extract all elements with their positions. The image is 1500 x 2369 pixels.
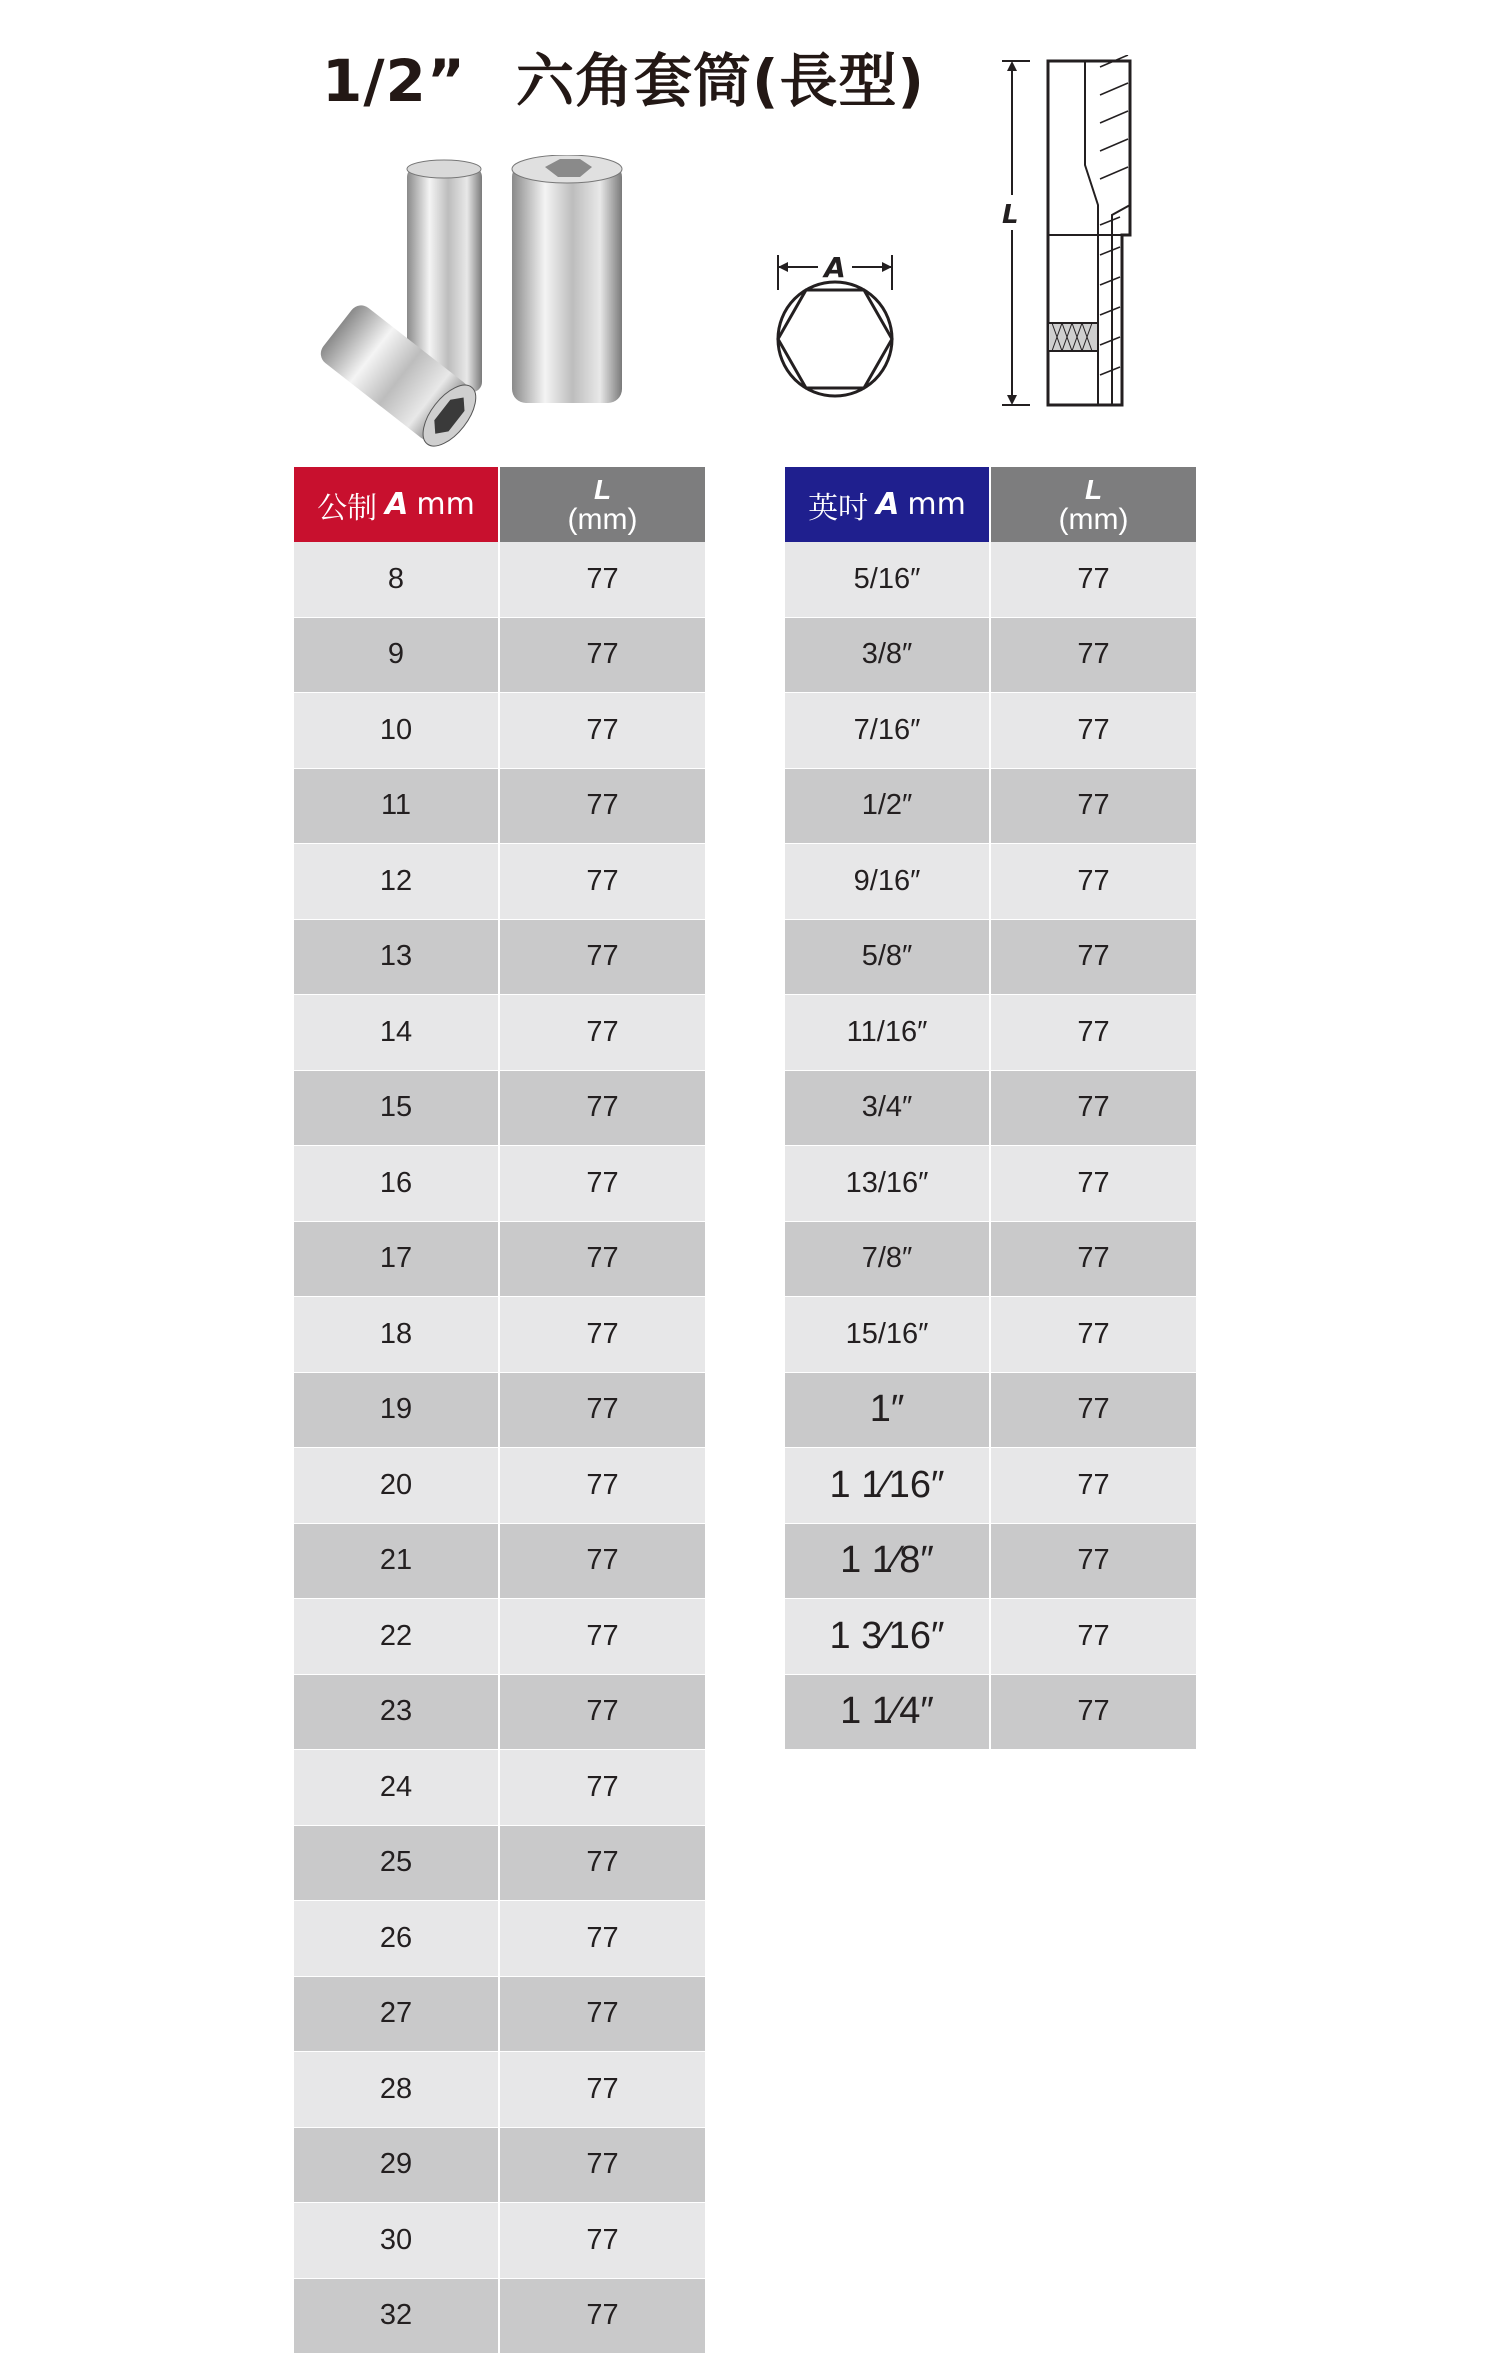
size-a-cell: 7/8″: [785, 1222, 991, 1297]
size-a-cell: 8: [294, 542, 500, 617]
size-a-cell: 1 3⁄16″: [785, 1599, 991, 1674]
size-a-cell: 17: [294, 1222, 500, 1297]
length-l-cell: 77: [991, 1071, 1196, 1146]
size-a-cell: 7/16″: [785, 693, 991, 768]
length-l-cell: 77: [500, 1146, 705, 1221]
imperial-l-letter: L: [1084, 473, 1103, 505]
length-l-cell: 77: [500, 1977, 705, 2052]
length-l-cell: 77: [500, 920, 705, 995]
imperial-header-letter: A: [876, 487, 900, 522]
length-l-cell: 77: [991, 1675, 1196, 1750]
table-row: [785, 1599, 1196, 1675]
length-l-cell: 77: [500, 2203, 705, 2278]
size-a-cell: 9/16″: [785, 844, 991, 919]
size-a-cell: 13/16″: [785, 1146, 991, 1221]
metric-l-letter: L: [593, 473, 612, 505]
size-a-cell: 26: [294, 1901, 500, 1976]
length-l-cell: 77: [500, 1373, 705, 1448]
socket-photo: [300, 155, 640, 455]
table-row: [294, 1373, 705, 1449]
length-l-cell: 77: [500, 2279, 705, 2354]
table-row: [294, 1675, 705, 1751]
size-a-cell: 19: [294, 1373, 500, 1448]
metric-l-unit: (mm): [567, 502, 638, 536]
table-row: [294, 1448, 705, 1524]
length-l-cell: 77: [991, 920, 1196, 995]
table-row: [294, 769, 705, 845]
size-a-cell: 12: [294, 844, 500, 919]
size-a-cell: 22: [294, 1599, 500, 1674]
table-row: [785, 1222, 1196, 1298]
size-a-cell: 15/16″: [785, 1297, 991, 1372]
table-row: [785, 693, 1196, 769]
size-a-cell: 25: [294, 1826, 500, 1901]
table-row: [294, 1222, 705, 1298]
table-row: [294, 2052, 705, 2128]
length-l-cell: 77: [500, 995, 705, 1070]
table-row: [294, 1071, 705, 1147]
imperial-l-header: [991, 467, 1196, 542]
table-row: [785, 1524, 1196, 1600]
table-row: [294, 995, 705, 1071]
size-a-cell: 16: [294, 1146, 500, 1221]
length-l-cell: 77: [500, 1448, 705, 1523]
length-l-cell: 77: [991, 769, 1196, 844]
table-row: [785, 618, 1196, 694]
length-l-cell: 77: [500, 1826, 705, 1901]
size-a-cell: 3/4″: [785, 1071, 991, 1146]
size-a-cell: 14: [294, 995, 500, 1070]
table-row: [785, 542, 1196, 618]
table-row: [294, 618, 705, 694]
table-row: [294, 1524, 705, 1600]
imperial-table-header: [785, 467, 1196, 542]
table-row: [294, 2128, 705, 2204]
size-a-cell: 11: [294, 769, 500, 844]
length-l-cell: 77: [500, 2052, 705, 2127]
imperial-header-prefix: 英吋: [808, 490, 869, 526]
size-a-cell: 1 1⁄8″: [785, 1524, 991, 1599]
imperial-table-body: [785, 542, 1196, 1750]
table-row: [785, 1675, 1196, 1751]
table-row: [785, 1448, 1196, 1524]
table-row: [294, 844, 705, 920]
length-l-cell: 77: [500, 1750, 705, 1825]
length-l-cell: 77: [500, 1524, 705, 1599]
metric-l-header: [500, 467, 705, 542]
imperial-a-header: [785, 467, 991, 542]
size-a-cell: 20: [294, 1448, 500, 1523]
table-row: [294, 542, 705, 618]
table-row: [294, 1750, 705, 1826]
length-l-cell: 77: [991, 542, 1196, 617]
metric-a-header: [294, 467, 500, 542]
size-a-cell: 13: [294, 920, 500, 995]
size-a-cell: 30: [294, 2203, 500, 2278]
length-l-cell: 77: [500, 1071, 705, 1146]
length-l-cell: 77: [991, 1524, 1196, 1599]
size-a-cell: 10: [294, 693, 500, 768]
length-l-cell: 77: [991, 1599, 1196, 1674]
imperial-l-unit: (mm): [1058, 502, 1129, 536]
length-l-cell: 77: [991, 1373, 1196, 1448]
table-row: [785, 920, 1196, 996]
size-a-cell: 23: [294, 1675, 500, 1750]
length-l-cell: 77: [991, 1146, 1196, 1221]
table-row: [294, 693, 705, 769]
metric-table-header: [294, 467, 705, 542]
size-a-cell: 11/16″: [785, 995, 991, 1070]
table-row: [294, 920, 705, 996]
size-a-cell: 18: [294, 1297, 500, 1372]
imperial-size-table: [785, 467, 1196, 1750]
table-row: [294, 2203, 705, 2279]
length-l-cell: 77: [500, 542, 705, 617]
length-l-cell: 77: [991, 844, 1196, 919]
size-a-cell: 15: [294, 1071, 500, 1146]
size-a-cell: 24: [294, 1750, 500, 1825]
table-row: [294, 1826, 705, 1902]
length-l-cell: 77: [500, 1297, 705, 1372]
hex-a-label: A: [824, 251, 846, 284]
table-row: [785, 1146, 1196, 1222]
length-l-cell: 77: [500, 1222, 705, 1297]
length-l-cell: 77: [991, 995, 1196, 1070]
length-l-cell: 77: [500, 844, 705, 919]
size-a-cell: 29: [294, 2128, 500, 2203]
size-a-cell: 27: [294, 1977, 500, 2052]
table-row: [294, 1977, 705, 2053]
length-l-cell: 77: [500, 1901, 705, 1976]
size-a-cell: 1 1⁄16″: [785, 1448, 991, 1523]
metric-table-body: [294, 542, 705, 2354]
length-l-cell: 77: [991, 618, 1196, 693]
metric-header-prefix: 公制: [317, 490, 378, 526]
length-l-cell: 77: [500, 769, 705, 844]
size-a-cell: 28: [294, 2052, 500, 2127]
table-row: [785, 995, 1196, 1071]
length-l-cell: 77: [991, 1222, 1196, 1297]
length-l-cell: 77: [500, 618, 705, 693]
length-l-label: L: [1002, 200, 1019, 230]
length-l-cell: 77: [500, 1675, 705, 1750]
table-row: [785, 844, 1196, 920]
table-row: [785, 1373, 1196, 1449]
length-l-cell: 77: [991, 1448, 1196, 1523]
metric-size-table: [294, 467, 705, 2354]
size-a-cell: 1 1⁄4″: [785, 1675, 991, 1750]
side-profile-diagram: [980, 55, 1150, 415]
table-row: [294, 1901, 705, 1977]
length-l-cell: 77: [500, 1599, 705, 1674]
size-a-cell: 9: [294, 618, 500, 693]
length-l-cell: 77: [500, 2128, 705, 2203]
size-a-cell: 1/2″: [785, 769, 991, 844]
metric-header-letter: A: [385, 487, 409, 522]
size-a-cell: 3/8″: [785, 618, 991, 693]
size-a-cell: 5/8″: [785, 920, 991, 995]
size-a-cell: 32: [294, 2279, 500, 2354]
table-row: [785, 1297, 1196, 1373]
length-l-cell: 77: [991, 1297, 1196, 1372]
title-size: 1/2”: [322, 47, 467, 115]
length-l-cell: 77: [500, 693, 705, 768]
table-row: [785, 769, 1196, 845]
hex-dimension-diagram: [760, 245, 910, 405]
size-a-cell: 1″: [785, 1373, 991, 1448]
table-row: [294, 1599, 705, 1675]
table-row: [294, 1297, 705, 1373]
table-row: [785, 1071, 1196, 1147]
size-a-cell: 21: [294, 1524, 500, 1599]
length-l-cell: 77: [991, 693, 1196, 768]
title-name: 六角套筒(長型): [516, 47, 926, 115]
size-a-cell: 5/16″: [785, 542, 991, 617]
metric-header-unit: mm: [416, 487, 475, 522]
table-row: [294, 2279, 705, 2355]
table-row: [294, 1146, 705, 1222]
imperial-header-unit: mm: [907, 487, 966, 522]
page-title: [322, 34, 925, 118]
